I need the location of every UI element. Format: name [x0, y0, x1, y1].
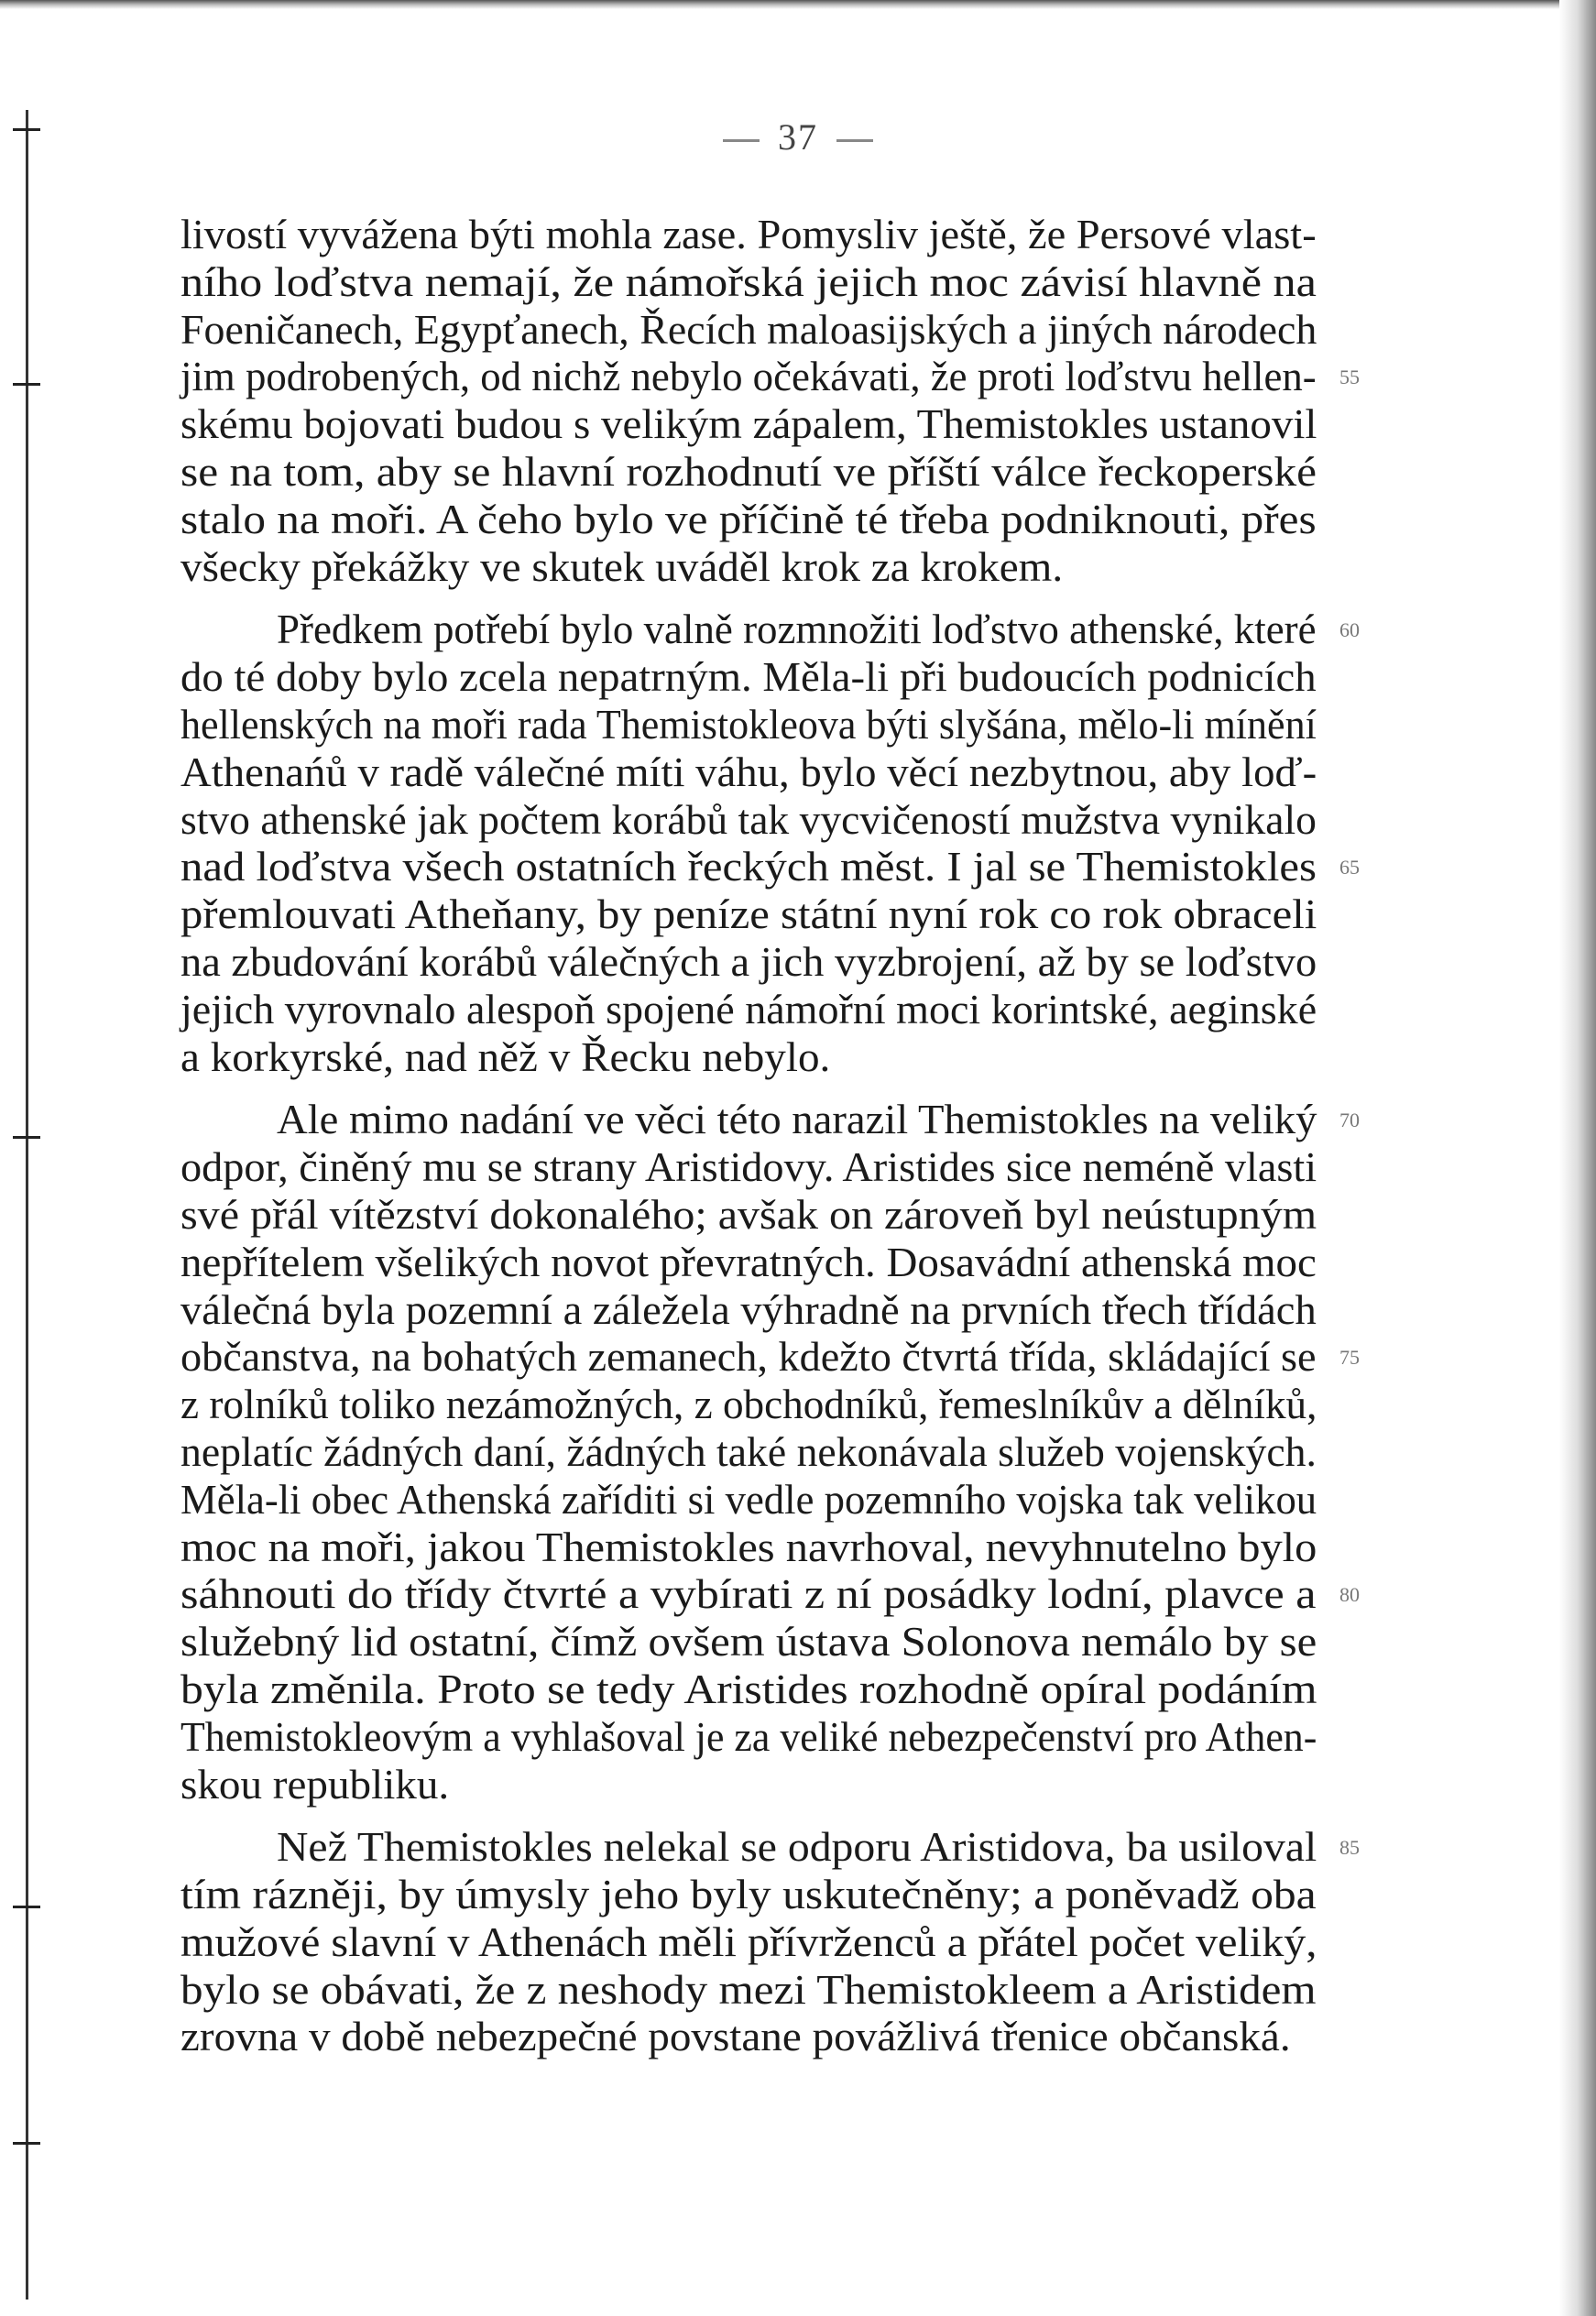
text-line-content: jim podrobených, od nichž nebylo očekávati, že proti loďstvu hellen-: [180, 353, 1317, 400]
text-line-content: ního loďstva nemají, že námořská jejich moc závisí hlavně na: [180, 257, 1317, 305]
binding-mark: [13, 2142, 40, 2145]
margin-line-number: 55: [1339, 366, 1360, 389]
text-line: [180, 1428, 1317, 1476]
text-line-content: Themistokleovým a vyhlašoval je za veliké nebezpečenství pro Athen-: [180, 1712, 1317, 1760]
margin-line-number: 60: [1339, 618, 1360, 642]
text-line: [180, 1618, 1317, 1666]
text-line-content: odpor, činěný mu se strany Aristidovy. Aristides sice neméně vlasti: [180, 1143, 1317, 1191]
margin-line-number: 70: [1339, 1109, 1360, 1132]
paragraph: [180, 211, 1317, 590]
text-line: [180, 306, 1317, 354]
text-line-content: Foeničanech, Egypťanech, Řecích maloasijských a jiných národech: [180, 305, 1317, 353]
text-line: [180, 1966, 1317, 2014]
text-line: [180, 1033, 1317, 1081]
text-line-content: Měla-li obec Athenská zaříditi si vedle pozemního vojska tak velikou: [180, 1475, 1317, 1523]
text-line: [180, 1823, 1317, 1871]
dash-right: [836, 139, 873, 142]
scan-right-edge: [1559, 0, 1596, 2316]
text-line-content: Než Themistokles nelekal se odporu Aristidova, ba usiloval: [277, 1823, 1317, 1871]
text-line: [180, 938, 1317, 986]
scan-top-edge: [0, 0, 1596, 9]
text-line-content: své přál vítězství dokonalého; avšak on zároveň byl neústupným: [180, 1190, 1317, 1238]
text-line-content: se na tom, aby se hlavní rozhodnutí ve příští válce řeckoperské: [180, 447, 1317, 495]
text-line: [180, 1871, 1317, 1918]
text-line-content: Předkem potřebí bylo valně rozmnožiti loďstvo athenské, které: [277, 606, 1317, 653]
text-line-content: stvo athenské jak počtem korábů tak vycvičeností mužstva vynikalo: [180, 795, 1317, 843]
text-line: [180, 606, 1317, 653]
binding-mark: [13, 1136, 40, 1139]
text-line-content: služebný lid ostatní, čímž ovšem ústava Solonova nemálo by se: [180, 1618, 1317, 1666]
text-line-content: přemlouvati Atheňany, by peníze státní nyní rok co rok obraceli: [180, 890, 1317, 938]
text-line: [180, 986, 1317, 1033]
text-line-content: z rolníků toliko nezámožných, z obchodníků, řemeslníkův a dělníků,: [180, 1381, 1317, 1428]
text-line-content: neplatíc žádných daní, žádných také nekonávala služeb vojenských.: [180, 1427, 1317, 1475]
margin-line-number: 65: [1339, 856, 1360, 879]
text-line: [180, 701, 1317, 748]
text-line-content: sáhnouti do třídy čtvrté a vybírati z ní posádky lodní, plavce a: [180, 1570, 1317, 1618]
text-line: [180, 1476, 1317, 1524]
text-line-content: občanstva, na bohatých zemanech, kdežto čtvrtá třída, skládající se: [180, 1333, 1317, 1381]
text-line: [180, 1381, 1317, 1428]
binding-mark: [13, 383, 40, 386]
text-line: [180, 400, 1317, 448]
text-line: [180, 543, 1317, 591]
text-line-content: mužové slavní v Athenách měli přívrženců a přátel počet veliký,: [180, 1917, 1317, 1965]
margin-line-number: 75: [1339, 1346, 1360, 1370]
text-line: [180, 653, 1317, 701]
text-line-content: moc na moři, jakou Themistokles navrhoval, nevyhnutelno bylo: [180, 1523, 1317, 1570]
text-line: [180, 1570, 1317, 1618]
text-line: [180, 1524, 1317, 1571]
text-line: [180, 353, 1317, 400]
text-line-content: a korkyrské, nad něž v Řecku nebylo.: [180, 1032, 831, 1080]
body-text: [180, 211, 1317, 2076]
text-line: [180, 890, 1317, 938]
text-line: [180, 1713, 1317, 1761]
text-line: [180, 796, 1317, 844]
text-line-content: nad loďstva všech ostatních řeckých měst. I jal se Themistokles: [180, 843, 1317, 890]
text-line: [180, 1666, 1317, 1713]
text-line-content: do té doby bylo zcela nepatrným. Měla-li při budoucích podnicích: [180, 653, 1317, 701]
paragraph: [180, 1823, 1317, 2060]
text-line-content: jejich vyrovnalo alespoň spojené námořní moci korintské, aeginské: [180, 985, 1317, 1032]
text-line-content: Ale mimo nadání ve věci této narazil Themistokles na veliký: [277, 1096, 1317, 1143]
paragraph: [180, 1096, 1317, 1808]
text-line-content: byla změnila. Proto se tedy Aristides rozhodně opíral podáním: [180, 1665, 1317, 1712]
text-line-content: válečná byla pozemní a záležela výhradně na prvních třech třídách: [180, 1285, 1317, 1333]
text-line-content: livostí vyvážena býti mohla zase. Pomysliv ještě, že Persové vlast-: [180, 211, 1317, 257]
text-line: [180, 2013, 1317, 2060]
text-line: [180, 1191, 1317, 1239]
text-line: [180, 1096, 1317, 1143]
text-line: [180, 211, 1317, 258]
text-line: [180, 258, 1317, 306]
text-line: [180, 448, 1317, 496]
text-line-content: hellenských na moři rada Themistokleova býti slyšána, mělo-li mínění: [180, 700, 1317, 748]
text-line-content: Athenańů v radě válečné míti váhu, bylo věcí nezbytnou, aby loď-: [180, 748, 1317, 795]
text-line-content: tím rázněji, by úmysly jeho byly uskutečněny; a poněvadž oba: [180, 1871, 1317, 1918]
page-number: [0, 115, 1596, 158]
text-line-content: bylo se obávati, že z neshody mezi Themistokleem a Aristidem: [180, 1965, 1317, 2013]
text-line: [180, 1286, 1317, 1334]
margin-line-number: 80: [1339, 1583, 1360, 1607]
text-line-content: na zbudování korábů válečných a jich vyzbrojení, až by se loďstvo: [180, 937, 1317, 985]
text-line-content: nepřítelem všelikých novot převratných. Dosavádní athenská moc: [180, 1238, 1317, 1285]
text-line-content: stalo na moři. A čeho bylo ve příčině té třeba podniknouti, přes: [180, 495, 1317, 542]
paragraph: [180, 606, 1317, 1080]
text-line: [180, 1143, 1317, 1191]
binding-mark: [13, 1906, 40, 1908]
text-line: [180, 1761, 1317, 1808]
text-line: [180, 1239, 1317, 1286]
text-line-content: skou republiku.: [180, 1760, 450, 1808]
text-line: [180, 496, 1317, 543]
page-number-text: 37: [778, 116, 818, 158]
binding-line: [26, 110, 28, 2300]
text-line-content: zrovna v době nebezpečné povstane povážlivá třenice občanská.: [180, 2013, 1291, 2060]
text-line: [180, 748, 1317, 796]
text-line: [180, 1333, 1317, 1381]
dash-left: [723, 139, 760, 142]
text-line: [180, 1918, 1317, 1966]
text-line-content: všecky překážky ve skutek uváděl krok za krokem.: [180, 542, 1064, 590]
text-line: [180, 843, 1317, 890]
margin-line-number: 85: [1339, 1836, 1360, 1860]
text-line-content: skému bojovati budou s velikým zápalem, Themistokles ustanovil: [180, 400, 1317, 448]
